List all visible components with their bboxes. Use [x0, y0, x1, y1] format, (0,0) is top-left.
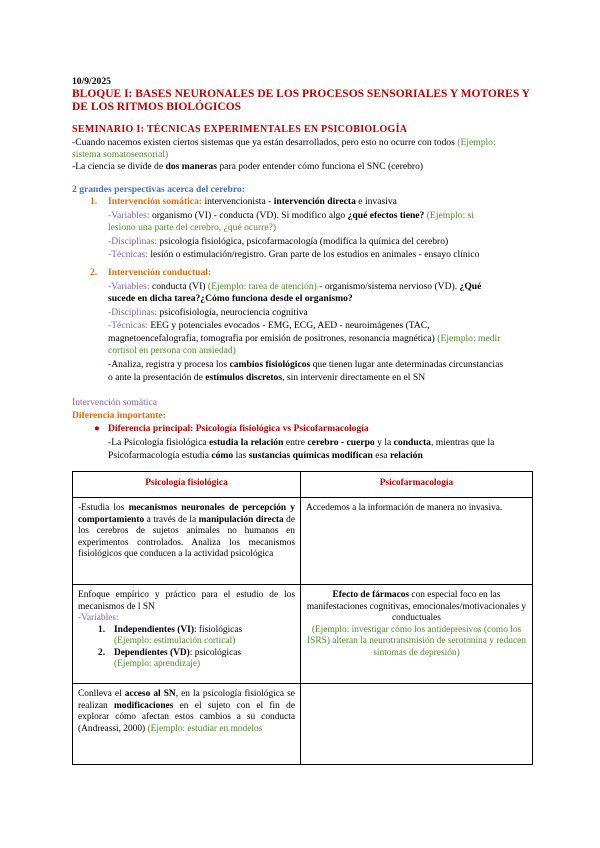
- date: 10/9/2025: [72, 76, 111, 87]
- behavioral-disciplines: [108, 307, 568, 319]
- relation-line-1: [108, 437, 568, 449]
- techniques-text: lesión o estimulación/registro. Gran parte de los estudios en animales - ensayo clínico: [147, 249, 480, 260]
- block-title-line-2: DE LOS RITMOS BIOLÓGICOS: [72, 101, 242, 113]
- variables-label: -Variables:: [78, 613, 119, 623]
- relation-bold: cómo: [211, 450, 234, 461]
- behavioral-label: Intervención conductual:: [108, 267, 212, 278]
- relation-bold: cerebro - cuerpo: [307, 437, 375, 448]
- cell-text: en el sujeto con el fin de explorar cómo afectan estos cambios a su conducta (Andreassi, 2000): [78, 700, 295, 734]
- analysis-bold: estímulos discretos: [205, 372, 283, 383]
- disciplines-text: psicofisiología, neurociencia cognitiva: [157, 307, 308, 318]
- table-cell: [301, 585, 533, 684]
- somatic-disciplines: [108, 236, 568, 248]
- cell-text: Enfoque empírico y práctico para el estudio de los mecanismos de l SN: [78, 590, 295, 612]
- cell-text: de los cerebros de sujetos animales no humanos en experimentos controlados. Analiza los mecanismos fisiológicos que conducen a la actividad psicológica: [78, 514, 295, 559]
- intro-line-2: sistema somatosensorial): [72, 149, 169, 160]
- comparison-table: [72, 471, 533, 765]
- list-number: 1.: [90, 196, 98, 207]
- cell-text: a través de la: [144, 514, 199, 525]
- principal-label: Diferencia principal:: [108, 423, 194, 434]
- variables-text: - organismo/sistema nervioso (VD).: [316, 281, 460, 292]
- cell-example: (Ejemplo: aprendizaje): [114, 659, 201, 669]
- table-header-psicofarmacologia: Psicofarmacología: [301, 472, 533, 498]
- techniques-example: (Ejemplo: medir: [437, 333, 501, 344]
- behavioral-techniques-line-2: [108, 333, 568, 345]
- behavioral-analysis-line-2: [108, 372, 568, 384]
- disciplines-text: psicología fisiológica, psicofarmacología (modifica la química del cerebro): [157, 236, 449, 247]
- table-cell: [73, 585, 301, 684]
- relation-bold: relación: [389, 450, 423, 461]
- section-heading: Intervención somática: [72, 397, 157, 408]
- relation-bold: sustancias químicas modifican: [248, 450, 373, 461]
- relation-text: Psicofarmacología estudia: [108, 450, 212, 461]
- variables-label: -Variables:: [108, 210, 150, 221]
- list-number: 1.: [98, 624, 106, 635]
- variables-text: conducta (VI): [149, 281, 208, 292]
- cell-text: -Estudia los: [78, 503, 129, 513]
- cell-bold: mecanismos neuronales de percepción y comportamiento: [78, 503, 295, 525]
- somatic-variables-line-2: lesiono una parte del cerebro, ¿qué ocurre?): [108, 222, 277, 233]
- variables-label: -Variables:: [108, 281, 150, 292]
- table-cell: Accedemos a la información de manera no invasiva.: [301, 498, 533, 585]
- somatic-label: Intervención somática:: [108, 196, 203, 207]
- cell-text: , en la psicología fisiológica se realizan: [78, 689, 295, 711]
- analysis-bold: cambios fisiológicos: [229, 359, 311, 370]
- cell-bold: acceso al SN: [124, 689, 176, 699]
- block-title-line-1: BLOQUE I: BASES NEURONALES DE LOS PROCESOS SENSORIALES Y MOTORES Y: [72, 88, 530, 100]
- table-row: [73, 585, 533, 684]
- cell-example: (Ejemplo: estudiar en modelos: [147, 723, 263, 734]
- list-number: 2.: [90, 267, 98, 278]
- behavioral-analysis: [108, 359, 568, 371]
- techniques-text: magnetoencefalografía, tomografía por emisión de positrones, resonancia magnética): [108, 333, 438, 344]
- cell-bold: manipulación directa: [198, 514, 284, 525]
- cell-example: (Ejemplo: investigar cómo los antidepresivos (como los ISRS) alteran la neurotransmisión de serotonina y reducen síntomas de depresión): [307, 624, 526, 658]
- variables-bold: ¿qué efectos tiene?: [347, 210, 425, 221]
- techniques-text: EEG y potenciales evocados - EMG, ECG, AED - neuroimágenes (TAC,: [147, 320, 430, 331]
- list-number: 2.: [98, 647, 106, 658]
- table-cell: [301, 684, 533, 765]
- cell-example: (Ejemplo: estimulación cortical): [114, 636, 236, 646]
- cell-text: Conlleva el: [78, 689, 125, 699]
- analysis-text: , sin intervenir directamente en el SN: [282, 372, 426, 383]
- behavioral-variables-line-2: sucede en dicha tarea?¿Cómo funciona desde el organismo?: [108, 293, 353, 304]
- cell-text: con especial foco en las manifestaciones cognitivas, emocionales/motivacionales y conductuales: [306, 590, 527, 623]
- principal-text: Psicología fisiológica vs Psicofarmacología: [193, 423, 369, 434]
- relation-text: entre: [283, 437, 308, 448]
- intro-example: (Ejemplo:: [457, 137, 496, 148]
- techniques-label: -Técnicas:: [108, 249, 148, 260]
- relation-line-2: [108, 450, 568, 462]
- table-cell: [73, 684, 301, 765]
- cell-bold: Efecto de fármacos: [332, 590, 410, 600]
- relation-text: -La Psicología fisiológica: [108, 437, 209, 448]
- cell-bold: Dependientes (VD): [114, 647, 190, 658]
- intro-text: para poder entender cómo funciona el SNC (cerebro): [216, 161, 424, 172]
- cell-bold: modificaciones: [113, 700, 174, 711]
- intro-text: -La ciencia se divide de: [72, 161, 166, 172]
- intro-text: -Cuando nacemos existen ciertos sistemas que ya están desarrollados, pero esto no ocurre con todos: [72, 137, 458, 148]
- relation-text: , mientras que la: [430, 437, 495, 448]
- relation-text: las: [233, 450, 249, 461]
- analysis-text: que tienen lugar ante determinadas circunstancias: [310, 359, 504, 370]
- variables-example: (Ejemplo: tarea de atención): [207, 281, 317, 292]
- somatic-heading: [90, 196, 550, 208]
- bullet-icon: ●: [94, 423, 100, 434]
- table-header-row: [73, 472, 533, 498]
- analysis-text: o ante la presentación de: [108, 372, 206, 383]
- variables-example: (Ejemplo: si: [424, 210, 474, 221]
- analysis-text: -Analiza, registra y procesa los: [108, 359, 230, 370]
- cell-bold: Independientes (VI): [114, 624, 194, 635]
- disciplines-label: -Disciplinas:: [108, 236, 158, 247]
- cell-text: : fisiológicas: [193, 624, 243, 635]
- table-row: [73, 684, 533, 765]
- behavioral-techniques-line-3: cortisol en persona con ansiedad): [108, 345, 236, 356]
- list-item: [78, 648, 295, 660]
- perspectives-heading: 2 grandes perspectivas acerca del cerebro:: [72, 184, 245, 195]
- intro-line-1: [72, 137, 532, 149]
- somatic-text: intervencionista -: [202, 196, 274, 207]
- intro-bold: dos maneras: [165, 161, 217, 172]
- variables-text: organismo (VI) - conducta (VD). Si modifico algo: [149, 210, 348, 221]
- somatic-text: e invasiva: [355, 196, 397, 207]
- behavioral-heading: [90, 267, 550, 279]
- behavioral-variables: [108, 281, 568, 293]
- intro-line-3: [72, 161, 532, 173]
- seminar-title: SEMINARIO I: TÉCNICAS EXPERIMENTALES EN PSICOBIOLOGÍA: [72, 124, 408, 135]
- table-row: [73, 498, 533, 585]
- relation-bold: conducta: [393, 437, 431, 448]
- somatic-variables: [108, 210, 568, 222]
- somatic-bold: intervención directa: [273, 196, 356, 207]
- variables-bold: ¿Qué: [459, 281, 482, 292]
- cell-text: : psicológicas: [189, 647, 242, 658]
- important-heading: Diferencia importante:: [72, 410, 166, 421]
- relation-text: esa: [372, 450, 390, 461]
- techniques-label: -Técnicas:: [108, 320, 148, 331]
- relation-bold: estudia la relación: [208, 437, 284, 448]
- table-cell: [73, 498, 301, 585]
- principal-difference: [94, 423, 554, 435]
- relation-text: y la: [374, 437, 394, 448]
- behavioral-techniques: [108, 320, 568, 332]
- disciplines-label: -Disciplinas:: [108, 307, 158, 318]
- table-header-psicologia: Psicología fisiológica: [73, 472, 301, 498]
- somatic-techniques: [108, 249, 568, 261]
- list-item: [78, 625, 295, 637]
